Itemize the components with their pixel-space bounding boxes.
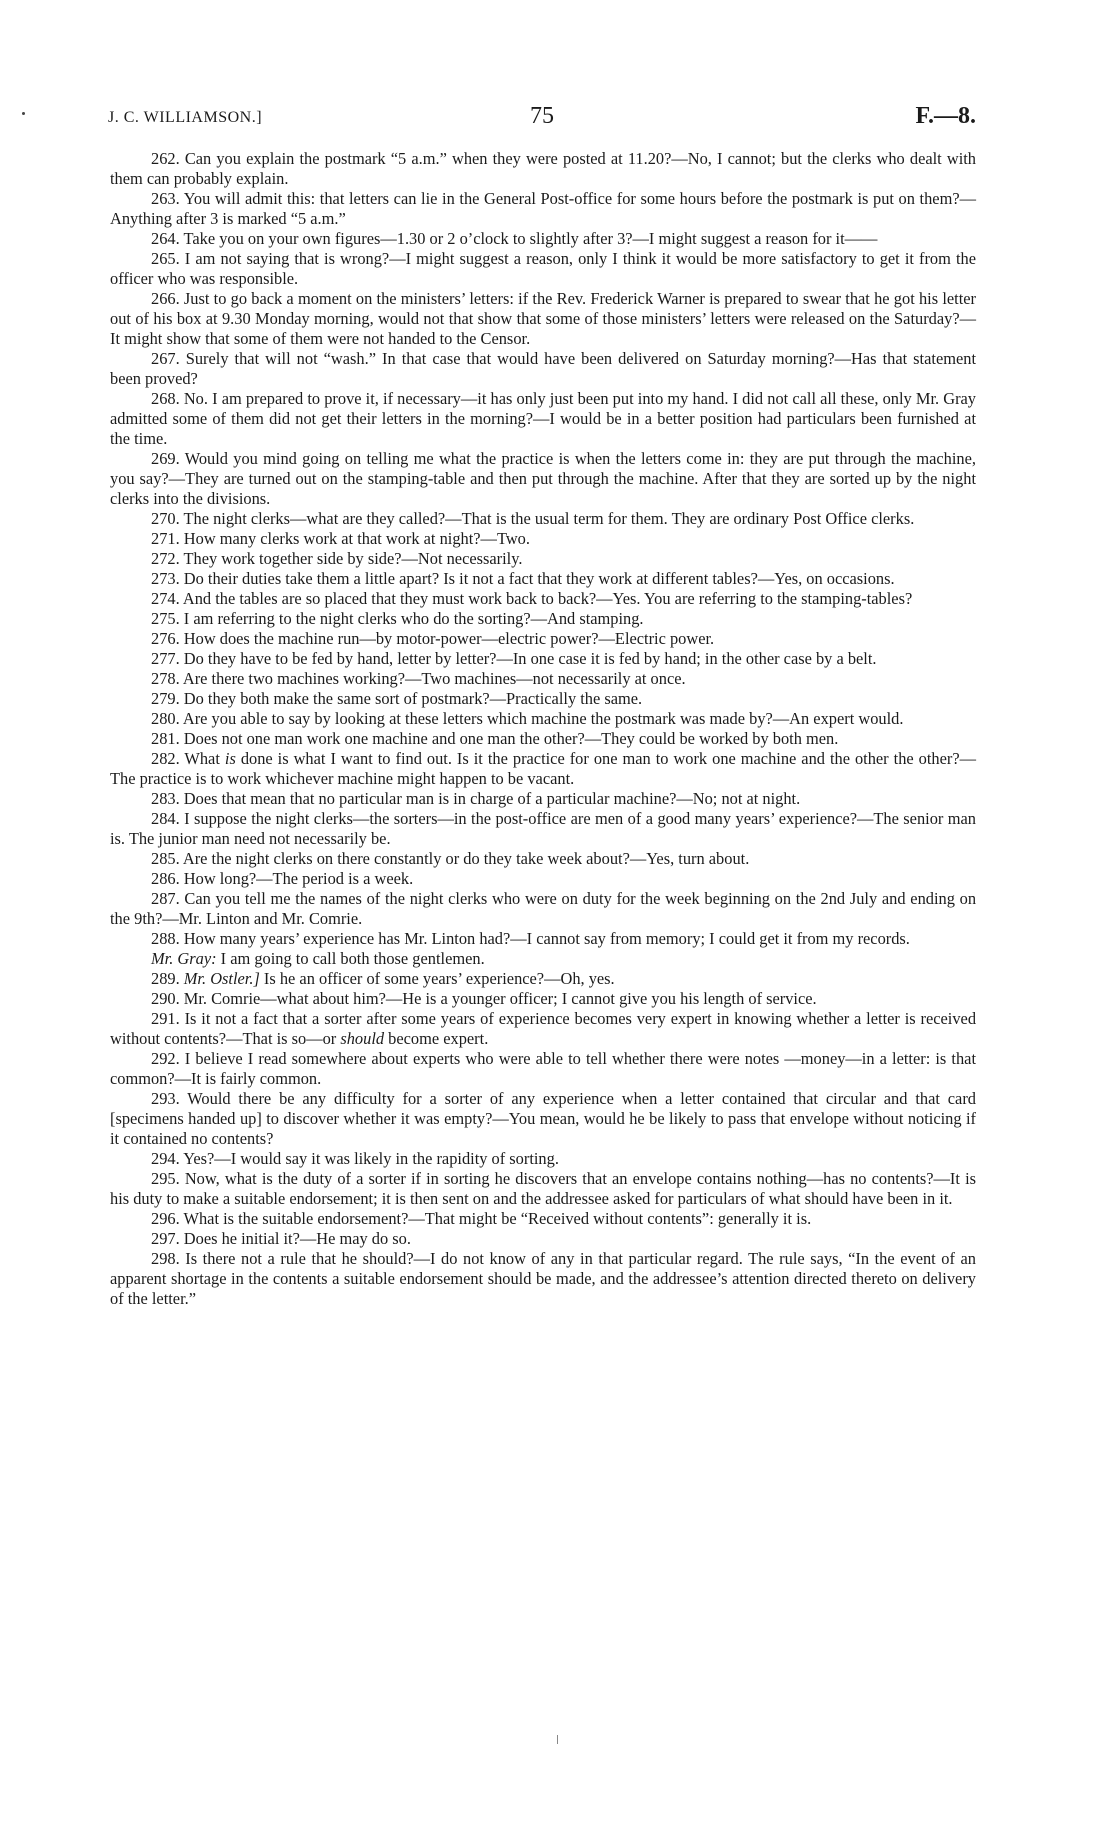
footer-mark (557, 1735, 558, 1744)
page-header (108, 103, 976, 133)
question-answer-paragraph (110, 929, 976, 949)
question-number: 295. (151, 1169, 185, 1188)
question-number: 276. (151, 629, 184, 648)
paragraph-text: Are there two machines working?—Two machines—not necessarily at once. (182, 669, 686, 688)
question-number: 267. (151, 349, 186, 368)
question-number: 294. (151, 1149, 184, 1168)
question-number: 290. (151, 989, 184, 1008)
question-answer-paragraph (110, 869, 976, 889)
question-answer-paragraph (110, 949, 976, 969)
paragraph-text: How does the machine run—by motor-power—electric power?—Electric power. (183, 629, 715, 648)
question-number: 266. (151, 289, 184, 308)
paragraph-text: I am referring to the night clerks who do the sorting?—And stamping. (183, 609, 644, 628)
question-number: 272. (151, 549, 184, 568)
question-answer-paragraph (110, 289, 976, 349)
witness-name: J. C. WILLIAMSON.] (108, 109, 263, 126)
question-answer-paragraph (110, 509, 976, 529)
question-number: 293. (151, 1089, 188, 1108)
question-answer-paragraph (110, 1209, 976, 1229)
paragraph-text: Now, what is the duty of a sorter if in sorting he discovers that an envelope contains nothing—has no contents?—It is his duty to make a suitable endorsement; it is then sent on and the addressee asked for particulars of what should have been in it. (110, 1169, 977, 1208)
speaker-label: Mr. Gray: (151, 949, 217, 968)
paragraph-text: Do they have to be fed by hand, letter by letter?—In one case it is fed by hand; in the other case by a belt. (183, 649, 877, 668)
paragraph-text: done is what I want to find out. Is it the practice for one man to work one machine and the other the other?—The practice is to work whichever machine might happen to be vacant. (110, 749, 976, 788)
paragraph-text: How many clerks work at that work at night?—Two. (183, 529, 530, 548)
question-answer-paragraph (110, 989, 976, 1009)
question-answer-paragraph (110, 809, 976, 849)
paragraph-text: What is the suitable endorsement?—That might be “Received without contents”: generally it is. (183, 1209, 812, 1228)
question-number: 271. (151, 529, 184, 548)
question-answer-paragraph (110, 389, 976, 449)
question-number: 263. (151, 189, 184, 208)
question-number: 273. (151, 569, 184, 588)
question-number: 284. (151, 809, 185, 828)
question-number: 285. (151, 849, 183, 868)
question-answer-paragraph (110, 1229, 976, 1249)
question-answer-paragraph (110, 149, 976, 189)
question-answer-paragraph (110, 549, 976, 569)
paragraph-text: become expert. (384, 1029, 489, 1048)
question-number: 291. (151, 1009, 185, 1028)
paragraph-text: Can you tell me the names of the night clerks who were on duty for the week beginning on the 2nd July and ending on the 9th?—Mr. Linton and Mr. Comrie. (110, 889, 977, 928)
paragraph-text: Would there be any difficulty for a sorter of any experience when a letter contained that circular and that card [specimens handed up] to discover whether it was empty?—You mean, would he be likely to pass that envelope without noticing if it contained no contents? (110, 1089, 976, 1148)
paragraph-text: Just to go back a moment on the ministers’ letters: if the Rev. Frederick Warner is prepared to swear that he got his letter out of his box at 9.30 Monday morning, would not that show that some of those ministers’ letters were released on the Saturday?—It might show that some of them were not handed to the Censor. (110, 289, 977, 348)
paragraph-text: Are you able to say by looking at these letters which machine the postmark was made by?—An expert would. (182, 709, 904, 728)
question-number: 268. (151, 389, 184, 408)
document-code: F.—8. (915, 103, 976, 129)
paragraph-text: Is it not a fact that a sorter after some years of experience becomes very expert in knowing whether a letter is received without contents?—That is so—or (110, 1009, 977, 1048)
question-number: 279. (151, 689, 184, 708)
paragraph-text: Do their duties take them a little apart? Is it not a fact that they work at different tables?—Yes, on occasions. (183, 569, 895, 588)
question-answer-paragraph (110, 1049, 976, 1089)
paragraph-text: Would you mind going on telling me what the practice is when the letters come in: they are put through the machine, you say?—They are turned out on the stamping-table and then put through the machine. After that they are sorted up by the night clerks into the divisions. (110, 449, 976, 508)
emphasis-text: should (340, 1029, 385, 1048)
question-number: 288. (151, 929, 184, 948)
question-number: 274. (151, 589, 183, 608)
question-answer-paragraph (110, 1249, 976, 1309)
paragraph-text: Do they both make the same sort of postmark?—Practically the same. (183, 689, 643, 708)
paragraph-text: Take you on your own figures—1.30 or 2 o’clock to slightly after 3?—I might suggest a reason for it—— (183, 229, 878, 248)
question-answer-paragraph (110, 249, 976, 289)
paragraph-text: Mr. Comrie—what about him?—He is a younger officer; I cannot give you his length of service. (183, 989, 817, 1008)
emphasis-text: is (224, 749, 236, 768)
paragraph-text: Does he initial it?—He may do so. (183, 1229, 411, 1248)
question-number: 297. (151, 1229, 184, 1248)
question-number: 298. (151, 1249, 186, 1268)
paragraph-text: Surely that will not “wash.” In that case that would have been delivered on Saturday morning?—Has that statement been proved? (110, 349, 976, 388)
question-answer-paragraph (110, 609, 976, 629)
question-number: 283. (151, 789, 184, 808)
question-answer-paragraph (110, 789, 976, 809)
paragraph-text: I believe I read somewhere about experts who were able to tell whether there were notes —money—in a letter: is that common?—It is fairly common. (110, 1049, 976, 1088)
question-answer-paragraph (110, 1169, 976, 1209)
question-number: 265. (151, 249, 185, 268)
question-answer-paragraph (110, 709, 976, 729)
paragraph-text: I am going to call both those gentlemen. (216, 949, 485, 968)
paragraph-text: I am not saying that is wrong?—I might suggest a reason, only I think it would be more satisfactory to get it from the officer who was responsible. (110, 249, 976, 288)
question-number: 296. (151, 1209, 184, 1228)
paragraph-text: How many years’ experience has Mr. Linton had?—I cannot say from memory; I could get it from my records. (183, 929, 910, 948)
question-answer-paragraph (110, 449, 976, 509)
paragraph-text: Yes?—I would say it was likely in the rapidity of sorting. (183, 1149, 559, 1168)
paragraph-text: Does that mean that no particular man is in charge of a particular machine?—No; not at night. (183, 789, 801, 808)
question-answer-paragraph (110, 1009, 976, 1049)
question-number: 286. (151, 869, 184, 888)
question-number: 281. (151, 729, 184, 748)
question-number: 292. (151, 1049, 185, 1068)
paragraph-text: No. I am prepared to prove it, if necessary—it has only just been put into my hand. I did not call all these, only Mr. Gray admitted some of them did not get their letters in the morning?—I would be in a better position had particulars been furnished at the time. (110, 389, 976, 448)
paragraph-text: The night clerks—what are they called?—That is the usual term for them. They are ordinary Post Office clerks. (183, 509, 915, 528)
question-answer-paragraph (110, 529, 976, 549)
question-answer-paragraph (110, 629, 976, 649)
question-answer-paragraph (110, 669, 976, 689)
question-answer-paragraph (110, 349, 976, 389)
paragraph-text: You will admit this: that letters can lie in the General Post-office for some hours before the postmark is put on them?—Anything after 3 is marked “5 a.m.” (110, 189, 976, 228)
question-number: 262. (151, 149, 185, 168)
question-answer-paragraph (110, 689, 976, 709)
question-number: 282. (151, 749, 185, 768)
question-number: 278. (151, 669, 183, 688)
question-number: 289. (151, 969, 184, 988)
paragraph-text: Is he an officer of some years’ experience?—Oh, yes. (259, 969, 615, 988)
question-answer-paragraph (110, 849, 976, 869)
question-answer-paragraph (110, 649, 976, 669)
paragraph-text: What (184, 749, 225, 768)
page-number: 75 (530, 103, 554, 129)
question-answer-paragraph (110, 1149, 976, 1169)
question-number: 277. (151, 649, 184, 668)
question-answer-paragraph (110, 969, 976, 989)
paragraph-text: Is there not a rule that he should?—I do not know of any in that particular regard. The rule says, “In the event of an apparent shortage in the contents a suitable endorsement should be made, and the addressee’s attention directed thereto on delivery of the letter.” (110, 1249, 976, 1308)
question-number: 287. (151, 889, 185, 908)
question-number: 280. (151, 709, 183, 728)
question-number: 269. (151, 449, 185, 468)
question-answer-paragraph (110, 749, 976, 789)
question-number: 270. (151, 509, 184, 528)
paragraph-text: How long?—The period is a week. (183, 869, 414, 888)
paragraph-text: I suppose the night clerks—the sorters—in the post-office are men of a good many years’ experience?—The senior man is. The junior man need not necessarily be. (110, 809, 976, 848)
margin-mark (22, 112, 25, 115)
question-answer-paragraph (110, 729, 976, 749)
question-answer-paragraph (110, 229, 976, 249)
question-number: 275. (151, 609, 184, 628)
question-answer-paragraph (110, 569, 976, 589)
question-answer-paragraph (110, 889, 976, 929)
question-answer-paragraph (110, 1089, 976, 1149)
paragraph-text: Are the night clerks on there constantly or do they take week about?—Yes, turn about. (182, 849, 750, 868)
paragraph-text: Can you explain the postmark “5 a.m.” when they were posted at 11.20?—No, I cannot; but the clerks who dealt with them can probably explain. (110, 149, 976, 188)
paragraph-text: They work together side by side?—Not necessarily. (183, 549, 523, 568)
question-number: 264. (151, 229, 184, 248)
paragraph-text: Does not one man work one machine and one man the other?—They could be worked by both men. (183, 729, 839, 748)
question-answer-paragraph (110, 589, 976, 609)
paragraph-text: And the tables are so placed that they must work back to back?—Yes. You are referring to the stamping-tables? (182, 589, 913, 608)
speaker-label: Mr. Ostler.] (183, 969, 260, 988)
transcript-body (110, 149, 976, 1309)
question-answer-paragraph (110, 189, 976, 229)
